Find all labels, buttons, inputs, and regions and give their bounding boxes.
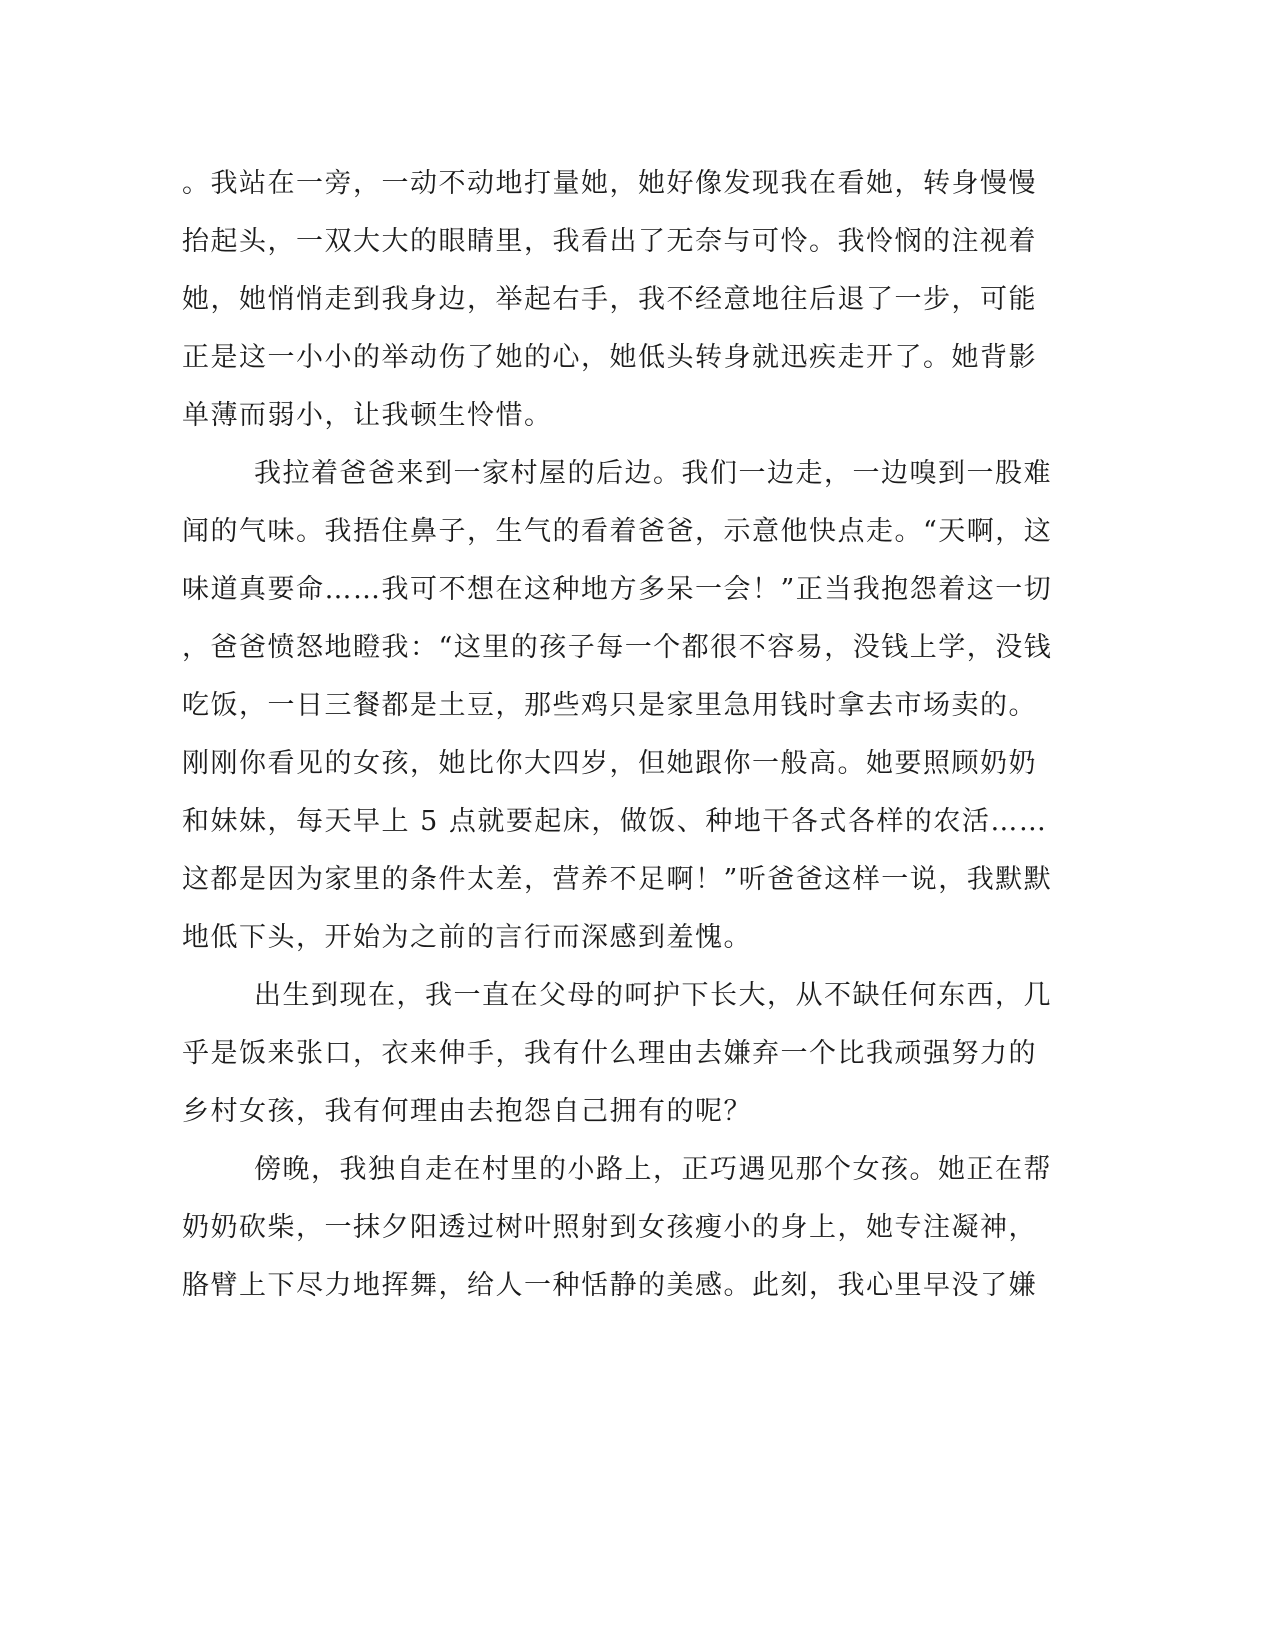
body-text (182, 155, 1053, 1315)
text-line: 单薄而弱小，让我顿生怜惜。 (182, 400, 553, 431)
text-line: 地低下头，开始为之前的言行而深感到羞愧。 (182, 922, 752, 953)
text-line: 胳臂上下尽力地挥舞，给人一种恬静的美感。此刻，我心里早没了嫌 (182, 1270, 1037, 1301)
text-line: 这都是因为家里的条件太差，营养不足啊！”听爸爸这样一说，我默默 (182, 864, 1053, 895)
text-line: 抬起头，一双大大的眼睛里，我看出了无奈与可怜。我怜悯的注视着 (182, 226, 1037, 257)
text-line: 吃饭，一日三餐都是土豆，那些鸡只是家里急用钱时拿去市场卖的。 (182, 690, 1037, 721)
text-line: 乡村女孩，我有何理由去抱怨自己拥有的呢？ (182, 1096, 752, 1127)
text-line: 。我站在一旁，一动不动地打量她，她好像发现我在看她，转身慢慢 (182, 168, 1037, 199)
text-line: 奶奶砍柴，一抹夕阳透过树叶照射到女孩瘦小的身上，她专注凝神， (182, 1212, 1037, 1243)
text-line: 和妹妹，每天早上 5 点就要起床，做饭、种地干各式各样的农活…… (182, 806, 1048, 837)
text-line: ，爸爸愤怒地瞪我：“这里的孩子每一个都很不容易，没钱上学，没钱 (182, 632, 1053, 663)
text-line: 味道真要命……我可不想在这种地方多呆一会！”正当我抱怨着这一切 (182, 574, 1053, 605)
paragraph-first-line: 傍晚，我独自走在村里的小路上，正巧遇见那个女孩。她正在帮 (254, 1154, 1052, 1185)
text-line: 她，她悄悄走到我身边，举起右手，我不经意地往后退了一步，可能 (182, 284, 1037, 315)
text-line: 刚刚你看见的女孩，她比你大四岁，但她跟你一般高。她要照顾奶奶 (182, 748, 1037, 779)
paragraph-first-line: 我拉着爸爸来到一家村屋的后边。我们一边走，一边嗅到一股难 (254, 458, 1052, 489)
paragraph-first-line: 出生到现在，我一直在父母的呵护下长大，从不缺任何东西，几 (254, 980, 1052, 1011)
text-line: 闻的气味。我捂住鼻子，生气的看着爸爸，示意他快点走。“天啊，这 (182, 516, 1053, 547)
text-line: 正是这一小小的举动伤了她的心，她低头转身就迅疾走开了。她背影 (182, 342, 1037, 373)
text-line: 乎是饭来张口，衣来伸手，我有什么理由去嫌弃一个比我顽强努力的 (182, 1038, 1037, 1069)
